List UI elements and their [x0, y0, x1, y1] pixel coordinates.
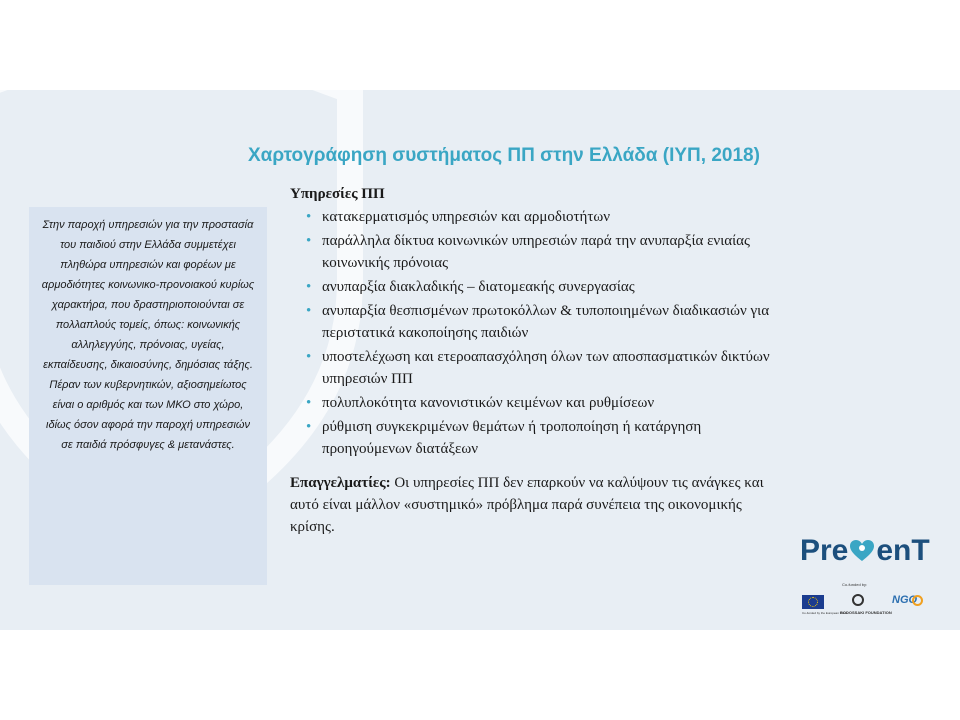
- bullet-item: • πολυπλοκότητα κανονιστικών κειμένων και ρυθμίσεων: [322, 392, 790, 414]
- bodossaki-logo-icon: [852, 594, 864, 606]
- professionals-paragraph: [290, 472, 790, 538]
- bullet-item: • κατακερματισμός υπηρεσιών και αρμοδιοτήτων: [322, 206, 790, 228]
- cofunded-label: Co-funded by:: [842, 582, 868, 587]
- bullet-item: • υποστελέχωση και ετεροαπασχόληση όλων των αποσπασματικών δικτύων υπηρεσιών ΠΠ: [322, 346, 790, 390]
- slide-title: Χαρτογράφηση συστήματος ΠΠ στην Ελλάδα (ΙΥΠ, 2018): [248, 145, 760, 166]
- prevent-logo: [800, 527, 930, 575]
- ngo-ring-icon: [912, 595, 923, 606]
- bullet-item: • ρύθμιση συγκεκριμένων θεμάτων ή τροποποίηση ή κατάργηση προηγούμενων διατάξεων: [322, 416, 790, 460]
- heart-icon: [849, 538, 875, 564]
- sponsor-logos: [800, 582, 940, 622]
- sidebar-box: [29, 207, 267, 585]
- bodossaki-label: BODOSSAKI FOUNDATION: [840, 610, 892, 615]
- bullet-item: • παράλληλα δίκτυα κοινωνικών υπηρεσιών παρά την ανυπαρξία ενιαίας κοινωνικής πρόνοιας: [322, 230, 790, 274]
- main-content: [290, 184, 790, 538]
- eu-label: Co-funded by the European Union: [802, 611, 848, 615]
- professionals-label: Επαγγελματίες:: [290, 475, 391, 491]
- eu-flag-icon: [802, 595, 824, 609]
- sidebar-text: Στην παροχή υπηρεσιών για την προστασία του παιδιού στην Ελλάδα συμμετέχει πληθώρα υπηρεσιών και φορέων με αρμοδιότητες κοινωνικο-προνοιακού κυρίως χαρακτήρα, που δραστηριοποιούνται σε πολλαπλούς τομείς, όπως: κοινωνικής αλληλεγγύης, πρόνοιας, υγείας, εκπαίδευσης, δικαιοσύνης, δημόσιας τάξης. Πέραν των κυβερνητικών, αξιοσημείωτος είναι ο αριθμός και των ΜΚΟ στο χώρο, ιδίως όσον αφορά την παροχή υπηρεσιών σε παιδιά πρόσφυγες & μετανάστες.: [41, 219, 255, 451]
- logo-text-end: enT: [876, 534, 930, 567]
- services-bullet-list: [290, 206, 790, 460]
- services-label: Υπηρεσίες ΠΠ: [290, 186, 385, 202]
- bullet-item: • ανυπαρξία διακλαδικής – διατομεακής συνεργασίας: [322, 276, 790, 298]
- bullet-item: • ανυπαρξία θεσπισμένων πρωτοκόλλων & τυποποιημένων διαδικασιών για περιστατικά κακοποίησης παιδιών: [322, 300, 790, 344]
- logo-text-start: Pre: [800, 534, 849, 567]
- professionals-text: Οι υπηρεσίες ΠΠ δεν επαρκούν να καλύψουν τις ανάγκες και αυτό είναι μάλλον «συστημικό» πρόβλημα παρά συνέπεια της οικονομικής κρίσης.: [290, 475, 764, 535]
- ngo-label: NGO: [892, 594, 918, 606]
